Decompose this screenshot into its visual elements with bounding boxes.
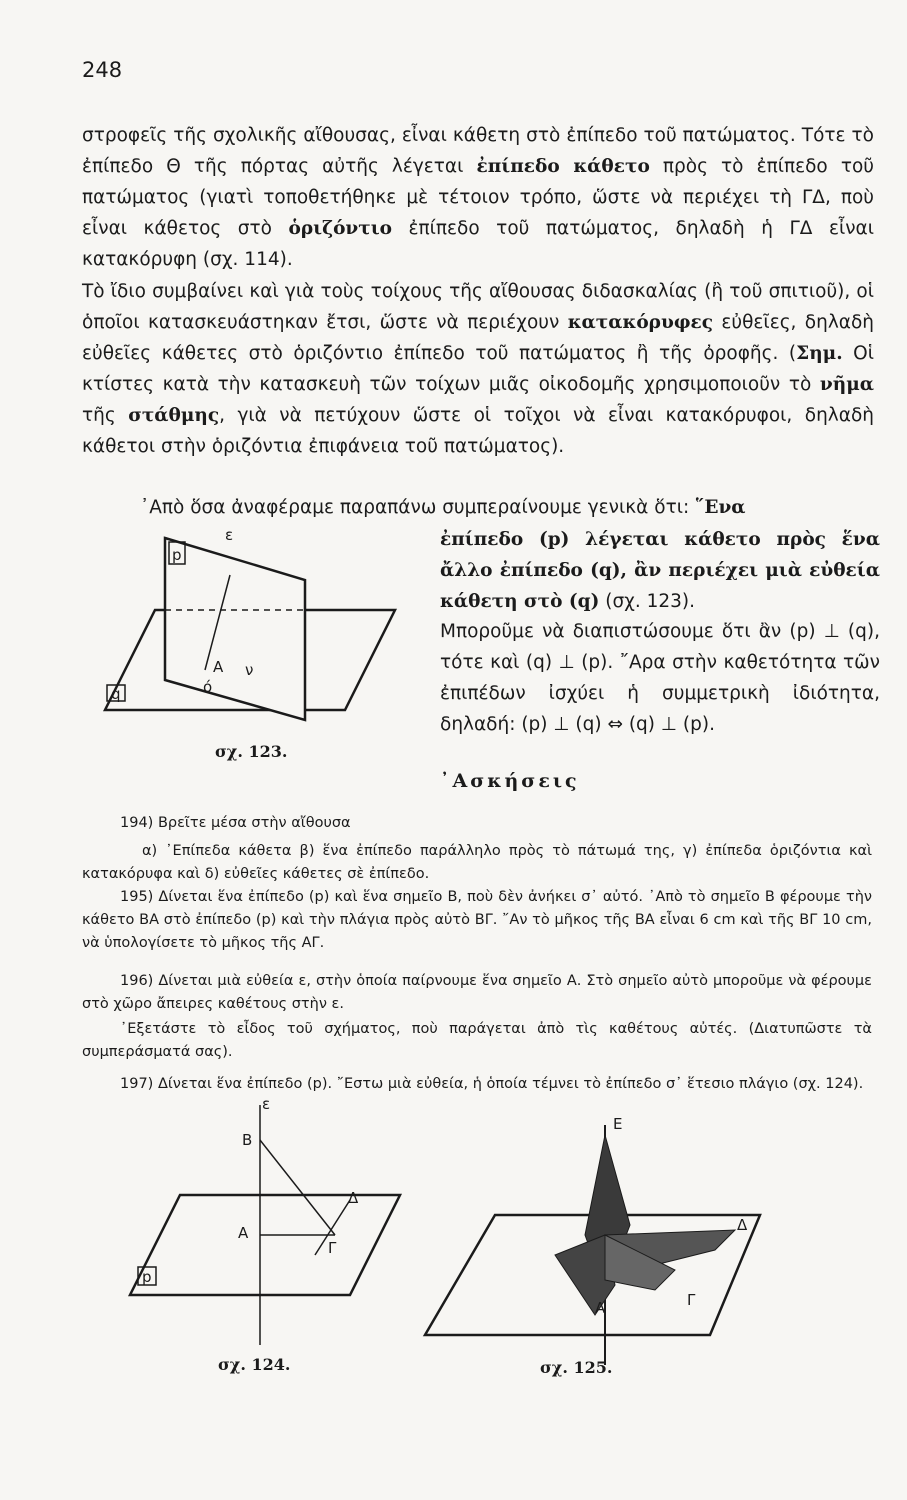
label-e-124: ε — [262, 1095, 271, 1113]
para1-run-3: ὁριζόντιο — [288, 218, 392, 239]
paragraph-3-lead-text: ᾿Απὸ ὅσα ἀναφέραμε παραπάνω συμπεραίνουμε γενικὰ ὅτι: — [140, 497, 696, 518]
para2-run-8: , γιὰ νὰ πετύχουν ὥστε οἱ τοῖχοι νὰ εἶναι κατακόρυφοι, δηλαδὴ κάθετοι στὴν ὁριζόντια ἐπιφάνεια τοῦ πατώματος). — [82, 405, 874, 457]
paragraph-1 — [82, 120, 874, 275]
label-D-125: Δ — [737, 1216, 748, 1234]
figure-124-caption: σχ. 124. — [218, 1355, 291, 1374]
page-number: 248 — [82, 58, 123, 82]
plane-p-124 — [130, 1195, 400, 1295]
paragraph-3-definition — [440, 524, 880, 617]
para2-run-1: κατακόρυφες — [567, 312, 714, 333]
exercises-heading: ᾿Ασκήσεις — [440, 770, 580, 792]
label-p-124: p — [142, 1268, 152, 1286]
para1-run-2: πρὸς τὸ ἐπίπεδο τοῦ πατώματος (γιατὶ τοποθετήθηκε μὲ τέτοιον τρόπο, ὥστε νὰ περιέχει τὴ ΓΔ, ποὺ εἶναι κάθετος στὸ — [82, 156, 874, 239]
label-B: Β — [242, 1131, 253, 1149]
para1-run-0: στροφεῖς τῆς σχολικῆς αἴθουσας, εἶναι κάθετη στὸ ἐπίπεδο τοῦ πατώματος. Τότε τὸ ἐπίπεδο Θ τῆς πόρτας αὐτῆς λέγεται — [82, 125, 874, 177]
figure-125-caption: σχ. 125. — [540, 1358, 613, 1377]
paragraph-3-bold-a: ῞Ενα — [695, 497, 746, 518]
exercise-194: 194) Βρεῖτε μέσα στὴν αἴθουσα — [120, 815, 351, 831]
para1-run-1: ἐπίπεδο κάθετο — [476, 156, 650, 177]
label-D-124: Δ — [348, 1189, 359, 1207]
label-o: ό — [203, 678, 213, 696]
para2-run-2: εὐθεῖες, δηλαδὴ εὐθεῖες κάθετες στὸ ὁριζόντιο ἐπίπεδο τοῦ πατώματος ἢ τῆς ὀροφῆς. ( — [82, 312, 875, 364]
paragraph-3-bold-b: ἐπίπεδο (p) λέγεται κάθετο πρὸς ἕνα ἄλλο ἐπίπεδο (q), ἂν περιέχει μιὰ εὐθεία κάθετη στὸ (q) — [440, 529, 880, 612]
paragraph-4: Μποροῦμε νὰ διαπιστώσουμε ὅτι ἂν (p) ⊥ (q), τότε καὶ (q) ⊥ (p). ῎Αρα στὴν καθετότητα τῶν ἐπιπέδων ἰσχύει ἡ συμμετρικὴ ἰδιότητα, δηλαδή: (p) ⊥ (q) ⇔ (q) ⊥ (p). — [440, 621, 880, 735]
label-A-124: Α — [238, 1224, 249, 1242]
para2-run-3: Σημ. — [796, 343, 843, 364]
label-p: p — [172, 546, 182, 564]
exercise-196-followup: ᾿Εξετάστε τὸ εἶδος τοῦ σχήματος, ποὺ παράγεται ἀπὸ τὶς καθέτους αὐτές. (Διατυπῶστε τὰ συμπεράσματά σας). — [82, 1021, 872, 1060]
para2-run-4: Οἱ κτίστες κατὰ τὴν κατασκευὴ τῶν τοίχων μιᾶς οἰκοδομῆς χρησιμοποιοῦν τὸ — [82, 343, 874, 395]
exercise-195: 195) Δίνεται ἕνα ἐπίπεδο (p) καὶ ἕνα σημεῖο Β, ποὺ δὲν ἀνήκει σ᾿ αὐτό. ᾿Απὸ τὸ σημεῖο Β φέρουμε τὴν κάθετο ΒΑ στὸ ἐπίπεδο (p) καὶ τὴν πλάγια πρὸς αὐτὸ ΒΓ. ῎Αν τὸ μῆκος τῆς ΒΑ εἶναι 6 cm καὶ τῆς ΒΓ 10 cm, νὰ ὑπολογίσετε τὸ μῆκος τῆς ΑΓ. — [82, 889, 872, 951]
paragraph-3-tail: (σχ. 123). — [599, 591, 696, 612]
segment-BG — [260, 1140, 335, 1235]
perpendicular-fan — [555, 1135, 735, 1315]
label-G-124: Γ — [328, 1239, 337, 1257]
label-q: q — [111, 685, 121, 703]
figure-123-caption: σχ. 123. — [215, 742, 288, 761]
paragraph-3-lead — [140, 492, 875, 523]
para2-run-6: τῆς — [82, 405, 129, 426]
exercise-197: 197) Δίνεται ἕνα ἐπίπεδο (p). ῎Εστω μιὰ εὐθεία, ἡ ὁποία τέμνει τὸ ἐπίπεδο σ᾿ ἕτεσιο πλάγιο (σχ. 124). — [120, 1076, 864, 1092]
para2-run-0: Τὸ ἴδιο συμβαίνει καὶ γιὰ τοὺς τοίχους τῆς αἴθουσας διδασκαλίας (ἢ τοῦ σπιτιοῦ), οἱ ὁποῖοι κατασκευάστηκαν ἔτσι, ὥστε νὰ περιέχουν — [82, 281, 874, 333]
label-A-125: Α — [595, 1299, 606, 1317]
label-A: Α — [213, 658, 224, 676]
label-E-125: Ε — [613, 1115, 623, 1133]
label-nu: ν — [245, 661, 254, 679]
para2-run-7: στάθμης — [128, 405, 220, 426]
paragraph-2 — [82, 276, 874, 462]
plane-p — [165, 538, 305, 720]
label-G-125: Γ — [687, 1291, 696, 1309]
figure-123 — [95, 520, 435, 760]
label-e: ε — [225, 526, 234, 544]
exercise-196: 196) Δίνεται μιὰ εὐθεία ε, στὴν ὁποία παίρνουμε ἕνα σημεῖο Α. Στὸ σημεῖο αὐτὸ μποροῦμε νὰ φέρουμε στὸ χῶρο ἄπειρες καθέτους στὴν ε. — [82, 973, 872, 1012]
figure-124 — [120, 1095, 410, 1355]
figure-125 — [415, 1115, 775, 1375]
para2-run-5: νῆμα — [819, 374, 874, 395]
para1-run-4: ἐπίπεδο τοῦ πατώματος, δηλαδὴ ἡ ΓΔ εἶναι κατακόρυφη (σχ. 114). — [82, 218, 875, 270]
exercise-194-text: α) ᾿Επίπεδα κάθετα β) ἕνα ἐπίπεδο παράλληλο πρὸς τὸ πάτωμά της, γ) ἐπίπεδα ὁριζόντια καὶ κατακόρυφα καὶ δ) εὐθεῖες κάθετες σὲ ἐπίπεδο. — [82, 843, 872, 882]
